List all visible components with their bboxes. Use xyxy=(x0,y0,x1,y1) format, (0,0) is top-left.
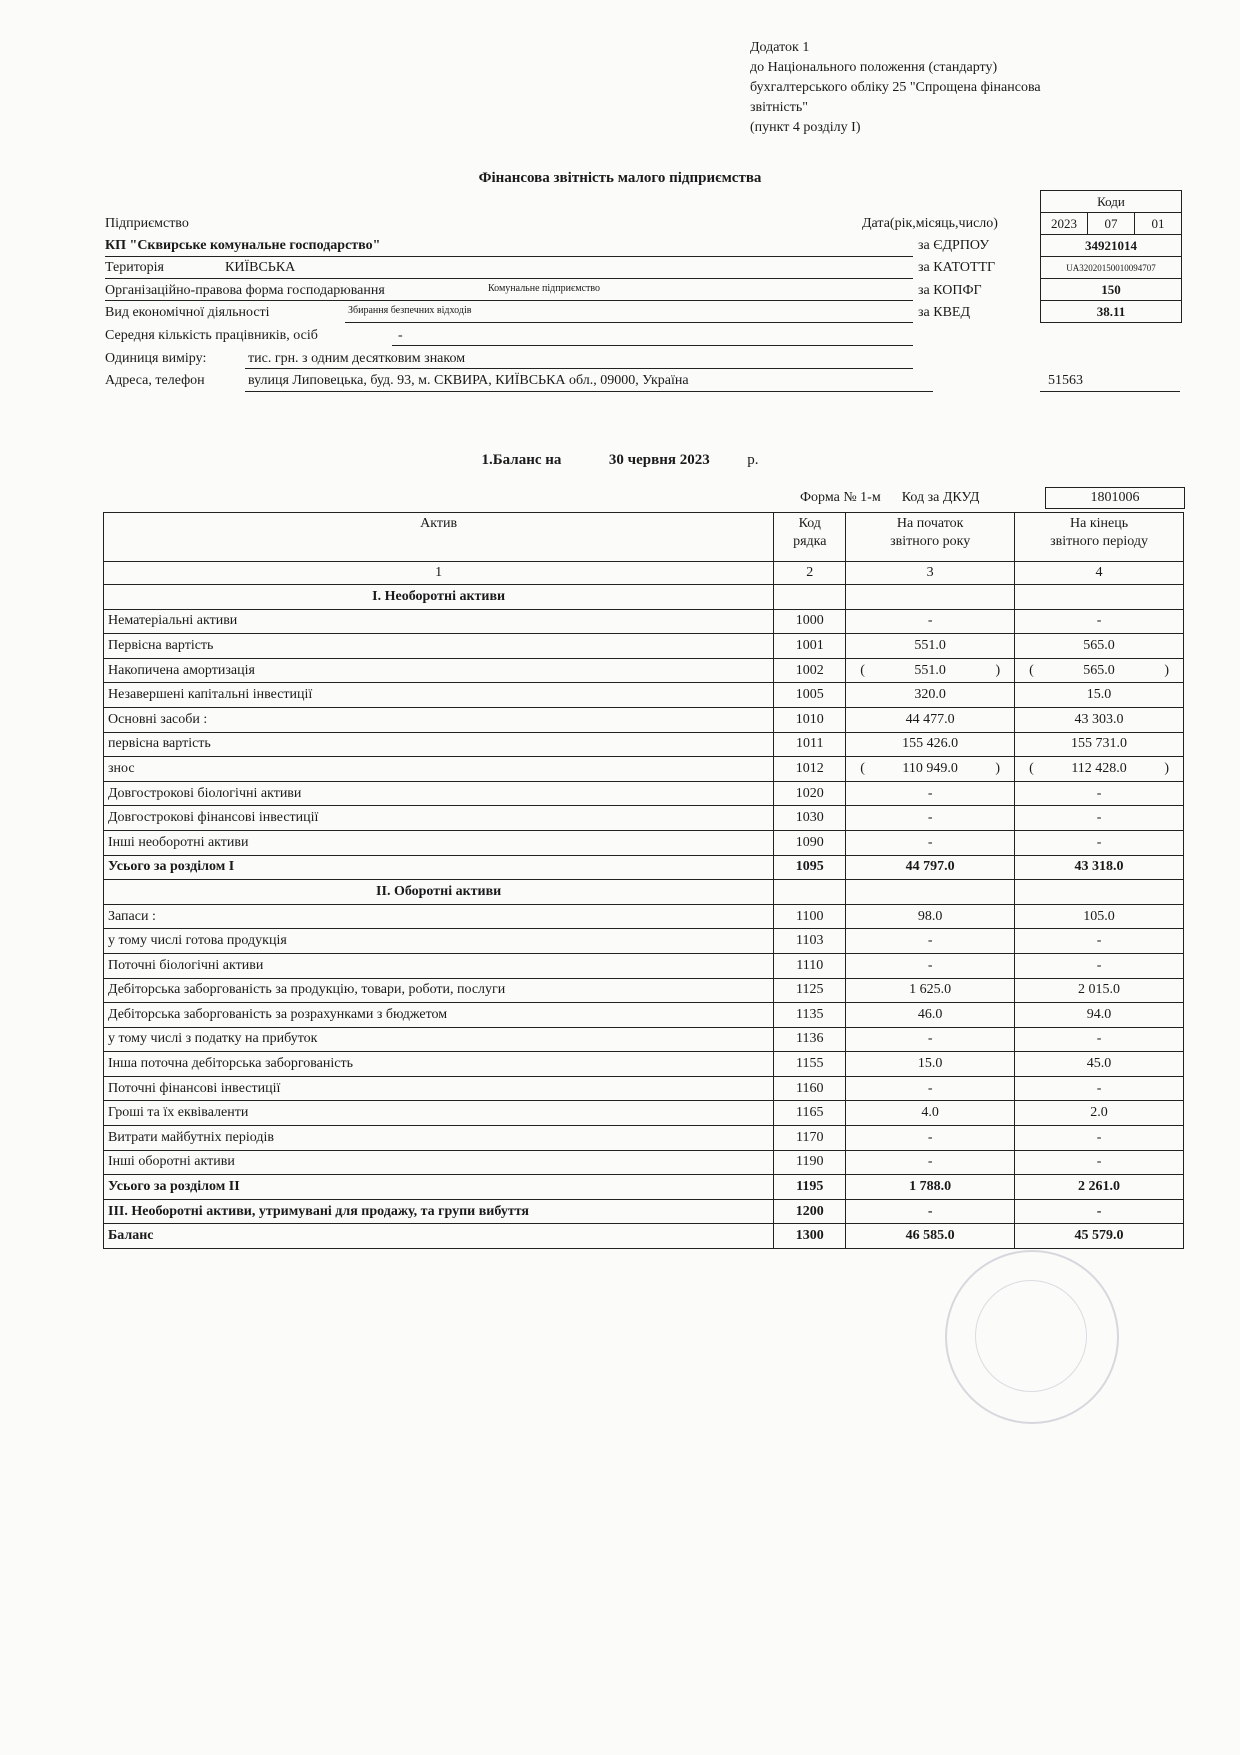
section-row xyxy=(104,880,1184,905)
date-month: 07 xyxy=(1088,213,1135,235)
row-code: 1005 xyxy=(774,683,846,708)
table-row xyxy=(104,683,1184,708)
row-code: 1010 xyxy=(774,707,846,732)
table-row xyxy=(104,1126,1184,1151)
value-cell: - xyxy=(846,1150,1015,1175)
row-label: Незавершені капітальні інвестиції xyxy=(104,683,774,708)
col-number: 2 xyxy=(774,562,846,585)
value-cell: - xyxy=(846,609,1015,634)
balance-title xyxy=(0,452,1240,469)
table-row xyxy=(104,953,1184,978)
value-cell: - xyxy=(1015,1199,1184,1224)
value-cell: 46 585.0 xyxy=(846,1224,1015,1249)
col-start: На початок звітного року xyxy=(846,513,1015,562)
section-title: I. Необоротні активи xyxy=(104,585,774,610)
address-value: вулиця Липовецька, буд. 93, м. СКВИРА, КИЇВСЬКА обл., 09000, Україна xyxy=(248,373,689,388)
value-cell: - xyxy=(846,830,1015,855)
value-cell: - xyxy=(1015,929,1184,954)
value-cell: 15.0 xyxy=(846,1052,1015,1077)
org-form-value: Комунальне підприємство xyxy=(488,283,601,294)
row-code: 1095 xyxy=(774,855,846,880)
underline xyxy=(105,300,913,301)
value-cell: 43 303.0 xyxy=(1015,707,1184,732)
underline xyxy=(105,278,913,279)
underline xyxy=(1040,391,1180,392)
value-cell: ( 112 428.0 ) xyxy=(1015,757,1184,782)
underline xyxy=(105,256,913,257)
underline xyxy=(245,391,933,392)
table-row xyxy=(104,1076,1184,1101)
table-row xyxy=(104,1052,1184,1077)
kved-label: за КВЕД xyxy=(918,305,971,320)
activity-value: Збирання безпечних відходів xyxy=(348,305,472,316)
edrpou-label: за ЄДРПОУ xyxy=(918,238,990,253)
table-row xyxy=(104,781,1184,806)
row-label: Поточні біологічні активи xyxy=(104,953,774,978)
row-code: 1002 xyxy=(774,658,846,683)
kved-code: 38.11 xyxy=(1041,301,1182,323)
value-cell: - xyxy=(1015,781,1184,806)
table-row xyxy=(104,1175,1184,1200)
unit-value: тис. грн. з одним десятковим знаком xyxy=(248,351,466,366)
table-row xyxy=(104,855,1184,880)
value-cell: 44 477.0 xyxy=(846,707,1015,732)
row-label: Первісна вартість xyxy=(104,634,774,659)
row-label: Інша поточна дебіторська заборгованість xyxy=(104,1052,774,1077)
value-cell: 2 261.0 xyxy=(1015,1175,1184,1200)
annex-note xyxy=(750,38,1130,138)
employees-value: - xyxy=(398,328,403,343)
value-cell: - xyxy=(1015,806,1184,831)
col-number: 3 xyxy=(846,562,1015,585)
value-cell: 105.0 xyxy=(1015,904,1184,929)
underline xyxy=(245,368,913,369)
table-header xyxy=(104,513,1184,562)
value-cell: 45 579.0 xyxy=(1015,1224,1184,1249)
value-cell: 551.0 xyxy=(846,634,1015,659)
row-label: у тому числі готова продукція xyxy=(104,929,774,954)
row-label: Дебіторська заборгованість за розрахунками з бюджетом xyxy=(104,1003,774,1028)
org-form-label: Організаційно-правова форма господарювання xyxy=(105,283,385,298)
value-cell: 4.0 xyxy=(846,1101,1015,1126)
row-label: Довгострокові фінансові інвестиції xyxy=(104,806,774,831)
balance-date: 30 червня 2023 xyxy=(608,452,710,468)
form-label: Форма № 1-м xyxy=(800,490,881,505)
value-cell: 565.0 xyxy=(1015,634,1184,659)
table-row xyxy=(104,658,1184,683)
value-cell: 2 015.0 xyxy=(1015,978,1184,1003)
codes-table xyxy=(1040,190,1182,323)
kopfg-label: за КОПФГ xyxy=(918,283,982,298)
col-number: 4 xyxy=(1015,562,1184,585)
table-row xyxy=(104,1101,1184,1126)
value-cell: - xyxy=(846,806,1015,831)
table-row xyxy=(104,1199,1184,1224)
row-code: 1155 xyxy=(774,1052,846,1077)
table-row xyxy=(104,1003,1184,1028)
row-code: 1165 xyxy=(774,1101,846,1126)
row-label: первісна вартість xyxy=(104,732,774,757)
row-code: 1110 xyxy=(774,953,846,978)
value-cell: 94.0 xyxy=(1015,1003,1184,1028)
employees-label: Середня кількість працівників, осіб xyxy=(105,328,318,343)
row-code: 1170 xyxy=(774,1126,846,1151)
value-cell: - xyxy=(1015,1027,1184,1052)
value-cell: 155 731.0 xyxy=(1015,732,1184,757)
row-code: 1135 xyxy=(774,1003,846,1028)
value-cell: 98.0 xyxy=(846,904,1015,929)
underline xyxy=(392,345,913,346)
form-number xyxy=(800,490,979,506)
value-cell: ( 110 949.0 ) xyxy=(846,757,1015,782)
phone-value: 51563 xyxy=(1048,373,1083,388)
row-code: 1011 xyxy=(774,732,846,757)
value-cell: ( 565.0 ) xyxy=(1015,658,1184,683)
table-row xyxy=(104,1027,1184,1052)
value-cell: - xyxy=(846,1027,1015,1052)
section-title: II. Оборотні активи xyxy=(104,880,774,905)
col-asset: Актив xyxy=(104,513,774,562)
row-label: Усього за розділом I xyxy=(104,855,774,880)
enterprise-label: Підприємство xyxy=(105,216,189,231)
value-cell: - xyxy=(846,1126,1015,1151)
value-cell: 46.0 xyxy=(846,1003,1015,1028)
row-label: Основні засоби : xyxy=(104,707,774,732)
row-label: Інші необоротні активи xyxy=(104,830,774,855)
value-cell: - xyxy=(846,781,1015,806)
table-row xyxy=(104,830,1184,855)
col-code: Код рядка xyxy=(774,513,846,562)
column-numbers xyxy=(104,562,1184,585)
date-label: Дата(рік,місяць,число) xyxy=(862,216,998,231)
table-row xyxy=(104,732,1184,757)
annex-line: до Національного положення (стандарту) xyxy=(750,60,998,75)
balance-title-prefix: 1.Баланс на xyxy=(481,452,562,468)
row-code: 1090 xyxy=(774,830,846,855)
table-row xyxy=(104,929,1184,954)
value-cell: - xyxy=(846,929,1015,954)
table-row xyxy=(104,904,1184,929)
row-code: 1200 xyxy=(774,1199,846,1224)
row-code: 1160 xyxy=(774,1076,846,1101)
value-cell: - xyxy=(1015,1150,1184,1175)
address-label: Адреса, телефон xyxy=(105,373,205,388)
table-row xyxy=(104,1150,1184,1175)
territory-value: КИЇВСЬКА xyxy=(225,260,296,275)
row-label: Витрати майбутніх періодів xyxy=(104,1126,774,1151)
row-code: 1100 xyxy=(774,904,846,929)
col-number: 1 xyxy=(104,562,774,585)
value-cell: 15.0 xyxy=(1015,683,1184,708)
annex-line: бухгалтерського обліку 25 "Спрощена фінансова xyxy=(750,80,1041,95)
row-code: 1030 xyxy=(774,806,846,831)
katottg-code: UA32020150010094707 xyxy=(1041,257,1182,279)
annex-line: звітність" xyxy=(750,100,808,115)
date-day: 01 xyxy=(1135,213,1182,235)
kopfg-code: 150 xyxy=(1041,279,1182,301)
value-cell: - xyxy=(1015,1126,1184,1151)
value-cell: - xyxy=(1015,609,1184,634)
value-cell: - xyxy=(1015,953,1184,978)
annex-line: (пункт 4 розділу I) xyxy=(750,120,861,135)
annex-line: Додаток 1 xyxy=(750,40,810,55)
balance-table xyxy=(103,512,1184,1249)
table-row xyxy=(104,1224,1184,1249)
row-label: Запаси : xyxy=(104,904,774,929)
value-cell: 45.0 xyxy=(1015,1052,1184,1077)
value-cell: 155 426.0 xyxy=(846,732,1015,757)
row-code: 1190 xyxy=(774,1150,846,1175)
row-code: 1012 xyxy=(774,757,846,782)
row-label: Дебіторська заборгованість за продукцію, товари, роботи, послуги xyxy=(104,978,774,1003)
row-code: 1195 xyxy=(774,1175,846,1200)
row-label: Баланс xyxy=(104,1224,774,1249)
value-cell: 43 318.0 xyxy=(1015,855,1184,880)
section-row xyxy=(104,585,1184,610)
row-label: III. Необоротні активи, утримувані для продажу, та групи вибуття xyxy=(104,1199,774,1224)
row-code: 1001 xyxy=(774,634,846,659)
table-row xyxy=(104,707,1184,732)
row-label: Інші оборотні активи xyxy=(104,1150,774,1175)
underline xyxy=(345,322,913,323)
value-cell: - xyxy=(846,1076,1015,1101)
value-cell: 44 797.0 xyxy=(846,855,1015,880)
row-label: Нематеріальні активи xyxy=(104,609,774,634)
row-code: 1000 xyxy=(774,609,846,634)
round-stamp-inner xyxy=(975,1280,1087,1392)
dkud-code: 1801006 xyxy=(1045,487,1185,509)
row-label: Накопичена амортизація xyxy=(104,658,774,683)
row-code: 1136 xyxy=(774,1027,846,1052)
date-year: 2023 xyxy=(1041,213,1088,235)
balance-suffix: р. xyxy=(747,452,759,468)
col-end: На кінець звітного періоду xyxy=(1015,513,1184,562)
table-row xyxy=(104,978,1184,1003)
document-title: Фінансова звітність малого підприємства xyxy=(478,170,762,186)
value-cell: ( 551.0 ) xyxy=(846,658,1015,683)
value-cell: 2.0 xyxy=(1015,1101,1184,1126)
row-code: 1125 xyxy=(774,978,846,1003)
row-code: 1300 xyxy=(774,1224,846,1249)
katottg-label: за КАТОТТГ xyxy=(918,260,996,275)
territory-label: Територія xyxy=(105,260,164,275)
table-row xyxy=(104,806,1184,831)
unit-label: Одиниця виміру: xyxy=(105,351,207,366)
value-cell: 1 788.0 xyxy=(846,1175,1015,1200)
value-cell: - xyxy=(846,1199,1015,1224)
edrpou-code: 34921014 xyxy=(1041,235,1182,257)
value-cell: - xyxy=(1015,830,1184,855)
row-label: Гроші та їх еквіваленти xyxy=(104,1101,774,1126)
row-code: 1103 xyxy=(774,929,846,954)
dkud-label: Код за ДКУД xyxy=(901,490,980,505)
table-row xyxy=(104,757,1184,782)
value-cell: 320.0 xyxy=(846,683,1015,708)
row-code: 1020 xyxy=(774,781,846,806)
enterprise-name: КП "Сквирське комунальне господарство" xyxy=(105,238,381,253)
table-row xyxy=(104,634,1184,659)
row-label: Усього за розділом II xyxy=(104,1175,774,1200)
table-row xyxy=(104,609,1184,634)
value-cell: 1 625.0 xyxy=(846,978,1015,1003)
codes-header: Коди xyxy=(1041,191,1182,213)
row-label: у тому числі з податку на прибуток xyxy=(104,1027,774,1052)
row-label: Довгострокові біологічні активи xyxy=(104,781,774,806)
value-cell: - xyxy=(1015,1076,1184,1101)
activity-label: Вид економічної діяльності xyxy=(105,305,270,320)
value-cell: - xyxy=(846,953,1015,978)
row-label: Поточні фінансові інвестиції xyxy=(104,1076,774,1101)
row-label: знос xyxy=(104,757,774,782)
